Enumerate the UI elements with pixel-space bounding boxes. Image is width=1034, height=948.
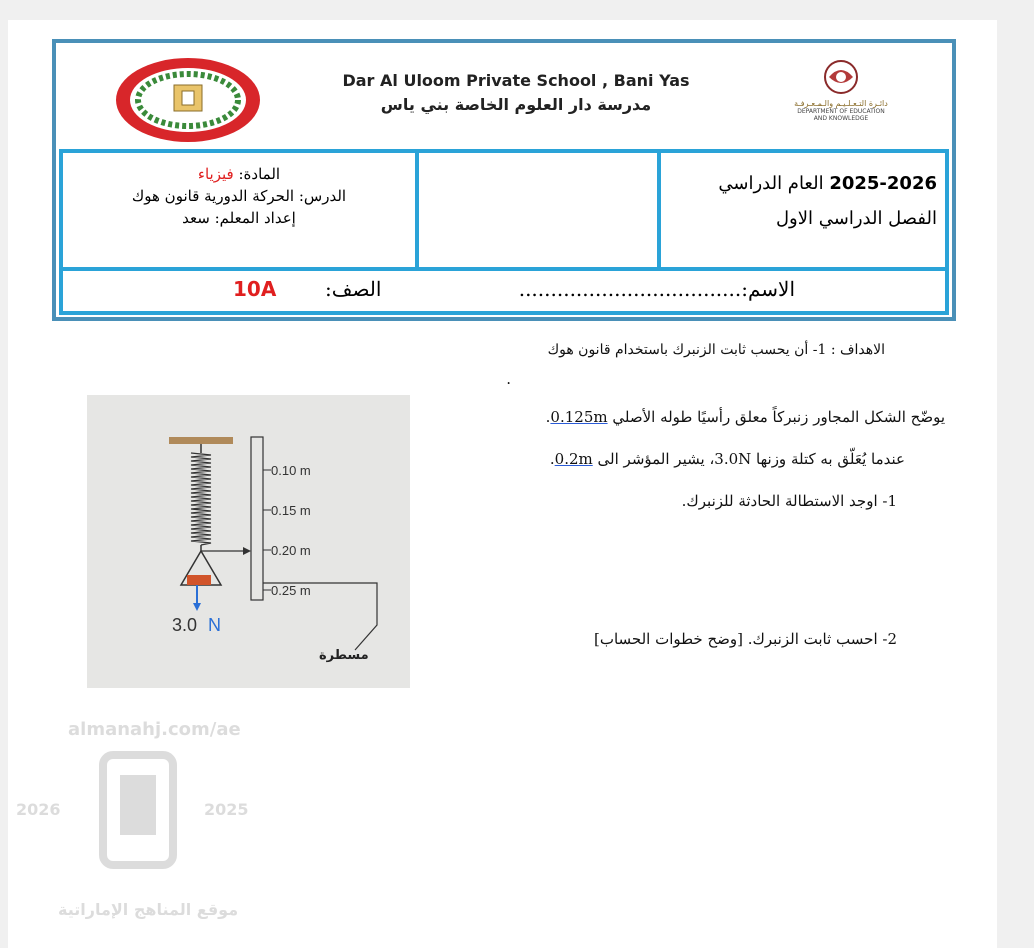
department-name-en-2: AND KNOWLEDGE	[813, 115, 869, 122]
teacher-line: إعداد المعلم: سعد	[182, 209, 296, 227]
watermark-year-left: 2026	[16, 800, 61, 819]
header-box	[52, 39, 956, 321]
weight-block	[187, 575, 211, 585]
original-length-value: 0.125m	[550, 408, 608, 426]
academic-year-label: العام الدراسي	[718, 173, 824, 194]
watermark-site: almanahj.com/ae	[68, 719, 241, 740]
spring-diagram	[87, 395, 410, 688]
department-name-ar: دائـرة التـعـلـيـم والـمـعـرفـة	[794, 99, 888, 108]
school-name-en: Dar Al Uloom Private School , Bani Yas	[342, 71, 690, 90]
semester: الفصل الدراسي الاول	[775, 208, 937, 229]
academic-year: 2025-2026	[829, 173, 937, 194]
ceiling-support	[169, 437, 233, 444]
weight-value: 3.0	[172, 615, 198, 635]
year-line	[661, 173, 937, 194]
tick-label-4: 0.25 m	[271, 583, 311, 598]
name-field[interactable]: الاسم:...................................	[518, 277, 795, 301]
empty-cell	[419, 153, 661, 267]
class-label: الصف:	[325, 277, 382, 301]
ruler-label: مسطرة	[319, 648, 369, 663]
spring-figure	[87, 395, 410, 688]
weight-unit: N	[208, 615, 221, 635]
tick-label-3: 0.20 m	[271, 543, 311, 558]
ruler	[251, 437, 263, 600]
name-class-row	[59, 271, 949, 315]
tick-label-2: 0.15 m	[271, 503, 311, 518]
year-cell	[661, 153, 945, 267]
class-value: 10A	[233, 277, 277, 301]
subject-label: المادة:	[238, 165, 281, 183]
pointer-arrow-icon	[243, 547, 251, 555]
line1-end: .	[545, 408, 551, 426]
problem-line-2-text: عندما يُعَلّق به كتلة وزنها 3.0N، يشير المؤشر الى	[597, 450, 905, 468]
problem-line-1-text: يوضّح الشكل المجاور زنبركاً معلق رأسيًا طوله الأصلي	[612, 408, 945, 426]
subject-value: فيزياء	[197, 165, 234, 183]
department-logo	[761, 59, 921, 145]
question-2: 2- احسب ثابت الزنبرك. [وضح خطوات الحساب]	[593, 630, 897, 648]
watermark-year-right: 2025	[204, 800, 249, 819]
problem-line-1	[546, 408, 945, 426]
school-logo	[108, 55, 268, 145]
school-name-ar: مدرسة دار العلوم الخاصة بني ياس	[380, 95, 652, 114]
pointer-reading-value: 0.2m	[554, 450, 593, 468]
problem-line-2	[550, 450, 905, 468]
watermark-site-ar: موقع المناهج الإماراتية	[58, 900, 239, 919]
subject-line	[63, 165, 415, 183]
down-arrow-icon	[193, 603, 201, 611]
header-top-row	[56, 43, 952, 151]
watermark	[8, 690, 268, 940]
worksheet-page	[8, 20, 997, 948]
objectives: الاهداف : 1- أن يحسب ثابت الزنبرك باستخدام قانون هوك	[547, 342, 885, 358]
tick-label-1: 0.10 m	[271, 463, 311, 478]
department-name-en-1: DEPARTMENT OF EDUCATION	[797, 108, 885, 115]
question-1: 1- اوجد الاستطالة الحادثة للزنبرك.	[681, 492, 897, 510]
info-row	[59, 149, 949, 271]
dot: .	[506, 370, 511, 388]
lesson-line: الدرس: الحركة الدورية قانون هوك	[131, 187, 347, 205]
line2-end: .	[549, 450, 555, 468]
spring-coil	[191, 453, 211, 545]
falcon-emblem-icon	[821, 59, 861, 95]
subject-cell	[63, 153, 419, 267]
